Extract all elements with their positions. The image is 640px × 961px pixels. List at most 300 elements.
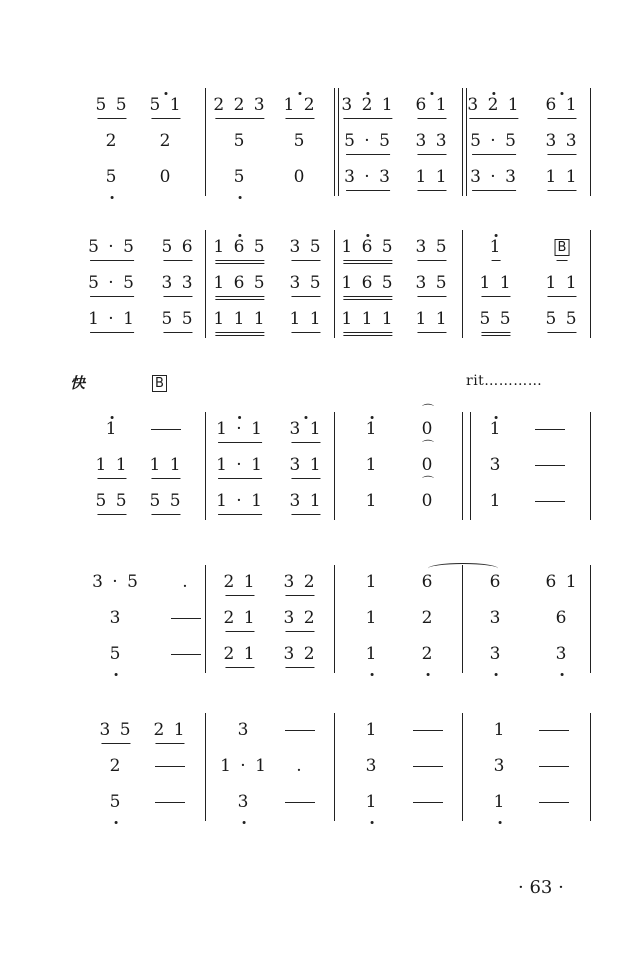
beam-line xyxy=(346,154,390,155)
note-text: 2 xyxy=(421,608,435,628)
note-text: 1 1 xyxy=(545,167,579,187)
note-text: 1 xyxy=(365,455,379,475)
note-group xyxy=(153,713,186,747)
beam-line xyxy=(557,260,568,261)
note-text: 1 6 5 xyxy=(341,237,395,257)
note-group xyxy=(110,637,123,671)
octave-dot-low xyxy=(114,821,117,824)
beam-line xyxy=(417,260,446,261)
note-group xyxy=(283,565,316,599)
voice-row-1 xyxy=(0,713,640,747)
note-text: 0 xyxy=(421,455,435,475)
beam-line xyxy=(163,296,192,297)
note-group xyxy=(366,601,379,635)
beam-line xyxy=(547,190,576,191)
note-text: 5 xyxy=(109,644,123,664)
note-group xyxy=(470,124,518,158)
note-text: 3 1 xyxy=(289,419,323,439)
voice-row-3 xyxy=(0,484,640,518)
note-group xyxy=(161,266,194,300)
note-group xyxy=(110,601,123,635)
note-text: 3 2 xyxy=(283,572,317,592)
note-text: 3 3 xyxy=(545,131,579,151)
note-group xyxy=(294,124,307,158)
note-group xyxy=(216,484,264,518)
note-group xyxy=(88,230,136,264)
note-text: 1 · 1 xyxy=(216,491,264,511)
beam-line-second xyxy=(481,335,510,336)
note-text: 3 xyxy=(489,644,503,664)
note-group xyxy=(213,302,266,336)
note-text: 3 xyxy=(237,720,251,740)
rehearsal-mark-b xyxy=(152,372,167,392)
octave-dot-high xyxy=(560,92,563,95)
sustain-dash xyxy=(153,749,187,783)
note-group xyxy=(92,565,140,599)
fermata-icon: ⌒ xyxy=(421,439,434,453)
note-text: 3 5 xyxy=(415,273,449,293)
note-text: 5 1 xyxy=(149,95,183,115)
note-group xyxy=(415,160,448,194)
note-text: 6 xyxy=(489,572,503,592)
note-group xyxy=(366,565,379,599)
sustain-dash-text xyxy=(300,800,301,801)
voice-row-2 xyxy=(0,749,640,783)
octave-dot-high xyxy=(430,92,433,95)
note-text: 0 xyxy=(421,419,435,439)
note-text: 1 xyxy=(365,644,379,664)
note-text: 1 1 xyxy=(415,167,449,187)
note-group xyxy=(283,637,316,671)
beam-line xyxy=(547,118,576,119)
note-group xyxy=(545,302,578,336)
note-text: 1 xyxy=(493,720,507,740)
tie-slur xyxy=(428,563,498,574)
note-text: 6 1 xyxy=(415,95,449,115)
note-text: 5 5 xyxy=(95,95,129,115)
note-group xyxy=(366,637,379,671)
note-group xyxy=(366,785,379,819)
beam-line xyxy=(90,260,134,261)
beam-line xyxy=(291,332,320,333)
note-text: 3 · 5 xyxy=(92,572,140,592)
beam-line xyxy=(163,260,192,261)
note-text: 3 1 xyxy=(289,491,323,511)
beam-line xyxy=(343,118,392,119)
voice-row-1 xyxy=(0,412,640,446)
note-group xyxy=(213,88,266,122)
note-text: 5 5 xyxy=(479,309,513,329)
note-group xyxy=(415,124,448,158)
note-text: 1 xyxy=(365,491,379,511)
note-text: 3 xyxy=(489,608,503,628)
beam-line xyxy=(469,118,518,119)
beam-line xyxy=(218,442,262,443)
note-group xyxy=(234,160,247,194)
note-group xyxy=(422,637,435,671)
beam-line xyxy=(417,190,446,191)
note-group xyxy=(213,230,266,264)
note-text: 5 xyxy=(233,167,247,187)
note-group xyxy=(470,160,518,194)
beam-line xyxy=(218,478,262,479)
note-group xyxy=(99,713,132,747)
note-group xyxy=(341,88,394,122)
note-group xyxy=(490,230,503,264)
sustain-dash-line xyxy=(171,654,201,655)
note-group xyxy=(106,412,119,446)
beam-line xyxy=(291,478,320,479)
note-group xyxy=(545,88,578,122)
note-group xyxy=(289,302,322,336)
note-group xyxy=(545,565,578,599)
note-group xyxy=(344,160,392,194)
note-text: 1 1 xyxy=(95,455,129,475)
note-group xyxy=(422,484,435,518)
note-text: 2 1 xyxy=(153,720,187,740)
sustain-dash-text xyxy=(170,800,171,801)
sustain-dash-text xyxy=(550,499,551,500)
octave-dot-high xyxy=(494,234,497,237)
beam-line xyxy=(547,296,576,297)
note-group xyxy=(149,88,182,122)
note-text: 2 1 xyxy=(223,608,257,628)
sustain-dash xyxy=(533,484,567,518)
note-group xyxy=(95,484,128,518)
note-text: 5 xyxy=(105,167,119,187)
note-text: 3 · 3 xyxy=(470,167,518,187)
octave-dot-low xyxy=(114,673,117,676)
sustain-dash-line xyxy=(539,802,569,803)
note-text: 1 xyxy=(493,792,507,812)
note-text: 5 · 5 xyxy=(88,237,136,257)
sustain-dash xyxy=(537,749,571,783)
note-text: 5 5 xyxy=(149,491,183,511)
note-text: 5 · 5 xyxy=(88,273,136,293)
note-text: 3 2 xyxy=(283,644,317,664)
note-group xyxy=(182,565,189,599)
beam-line xyxy=(417,332,446,333)
note-text: 1 xyxy=(489,491,503,511)
page-number: · 63 · xyxy=(518,877,564,898)
voice-row-1 xyxy=(0,565,640,599)
beam-line xyxy=(151,118,180,119)
note-group xyxy=(220,749,268,783)
note-text: 1 6 5 xyxy=(213,273,267,293)
note-group xyxy=(479,266,512,300)
note-text: 6 xyxy=(555,608,569,628)
note-text: 5 5 xyxy=(95,491,129,511)
beam-line xyxy=(285,118,314,119)
voice-row-2 xyxy=(0,124,640,158)
note-text: B xyxy=(555,239,570,256)
octave-dot-low xyxy=(238,196,241,199)
note-group xyxy=(494,713,507,747)
note-group xyxy=(467,88,520,122)
note-group xyxy=(238,713,251,747)
sustain-dash xyxy=(537,785,571,819)
note-text: 1 1 xyxy=(289,309,323,329)
voice-row-3 xyxy=(0,637,640,671)
note-group xyxy=(341,230,394,264)
octave-dot-high xyxy=(298,92,301,95)
sustain-dash-line xyxy=(539,766,569,767)
note-text: 2 2 3 xyxy=(213,95,267,115)
note-text: 1 2 xyxy=(283,95,317,115)
note-group xyxy=(341,266,394,300)
note-group xyxy=(149,448,182,482)
note-group xyxy=(223,601,256,635)
note-text: 1 xyxy=(489,237,503,257)
speed-mark: 快 xyxy=(70,374,86,392)
note-group xyxy=(415,266,448,300)
sustain-dash-line xyxy=(413,730,443,731)
note-group xyxy=(494,749,507,783)
note-text: 1 xyxy=(365,608,379,628)
note-text: 5 · 5 xyxy=(344,131,392,151)
beam-line xyxy=(97,118,126,119)
ritardando-mark: rit………… xyxy=(466,373,543,389)
voice-row-3 xyxy=(0,302,640,336)
note-group xyxy=(344,124,392,158)
beam-line xyxy=(225,667,254,668)
note-group xyxy=(545,124,578,158)
note-text: 1 xyxy=(365,419,379,439)
note-group xyxy=(110,749,123,783)
note-group xyxy=(160,160,173,194)
sustain-dash xyxy=(537,713,571,747)
beam-line xyxy=(285,631,314,632)
sustain-dash xyxy=(153,785,187,819)
rehearsal-mark-inline xyxy=(555,230,570,264)
beam-line xyxy=(472,190,516,191)
note-text: 3 5 xyxy=(289,237,323,257)
beam-line xyxy=(225,631,254,632)
beam-line-second xyxy=(343,263,392,264)
note-text: 3 2 1 xyxy=(341,95,395,115)
note-group xyxy=(422,601,435,635)
note-text: 1 xyxy=(489,419,503,439)
note-group xyxy=(545,160,578,194)
sustain-dash xyxy=(533,412,567,446)
beam-line xyxy=(163,332,192,333)
octave-dot-high xyxy=(110,416,113,419)
octave-dot-low xyxy=(498,821,501,824)
note-text: 2 xyxy=(421,644,435,664)
sustain-dash-line xyxy=(171,618,201,619)
beam-line xyxy=(291,442,320,443)
note-group xyxy=(545,266,578,300)
note-group xyxy=(490,412,503,446)
note-text: 5 xyxy=(233,131,247,151)
note-text: 3 xyxy=(489,455,503,475)
voice-row-2 xyxy=(0,266,640,300)
sustain-dash-text xyxy=(170,764,171,765)
sustain-dash-text xyxy=(550,427,551,428)
note-group xyxy=(415,302,448,336)
beam-line-second xyxy=(343,299,392,300)
note-group xyxy=(106,160,119,194)
sustain-dash-line xyxy=(413,766,443,767)
note-text: 1 1 1 xyxy=(213,309,267,329)
note-text: 1 6 5 xyxy=(341,273,395,293)
sustain-dash-line xyxy=(155,802,185,803)
note-text: 3 xyxy=(365,756,379,776)
note-group xyxy=(341,302,394,336)
note-text: 1 1 xyxy=(479,273,513,293)
sustain-dash-line xyxy=(155,766,185,767)
beam-line xyxy=(218,514,262,515)
note-text: 1 xyxy=(105,419,119,439)
note-group xyxy=(366,448,379,482)
beam-line xyxy=(547,332,576,333)
sustain-dash-text xyxy=(186,652,187,653)
note-group xyxy=(149,484,182,518)
octave-dot-high xyxy=(304,416,307,419)
sustain-dash-line xyxy=(151,429,181,430)
note-text: 0 xyxy=(159,167,173,187)
note-text: 5 xyxy=(293,131,307,151)
beam-line-second xyxy=(215,263,264,264)
sustain-dash-line xyxy=(539,730,569,731)
beam-line xyxy=(225,595,254,596)
note-text: 1 · 1 xyxy=(88,309,136,329)
sustain-dash xyxy=(411,785,445,819)
note-group xyxy=(223,565,256,599)
note-text: 3 1 xyxy=(289,455,323,475)
note-group xyxy=(366,713,379,747)
note-group xyxy=(283,601,316,635)
note-text: 1 xyxy=(365,792,379,812)
note-text: 1 · 1 xyxy=(216,419,264,439)
note-group xyxy=(479,302,512,336)
sustain-dash xyxy=(411,749,445,783)
note-text: 3 xyxy=(237,792,251,812)
beam-line xyxy=(343,332,392,333)
sustain-dash xyxy=(283,713,317,747)
sustain-dash-text xyxy=(300,728,301,729)
sustain-dash-text xyxy=(554,728,555,729)
note-text: 0 xyxy=(421,491,435,511)
beam-line xyxy=(472,154,516,155)
note-text: 2 xyxy=(109,756,123,776)
note-text: 3 2 xyxy=(283,608,317,628)
sustain-dash xyxy=(169,601,203,635)
note-text: 1 1 xyxy=(149,455,183,475)
sustain-dash-text xyxy=(428,728,429,729)
note-group xyxy=(88,302,136,336)
beam-line xyxy=(90,332,134,333)
note-text: 2 1 xyxy=(223,644,257,664)
note-text: 6 xyxy=(421,572,435,592)
note-text: 3 xyxy=(493,756,507,776)
note-text: 6 1 xyxy=(545,95,579,115)
fermata-icon: ⌒ xyxy=(421,403,434,417)
note-group xyxy=(490,448,503,482)
note-text: 2 1 xyxy=(223,572,257,592)
note-text: 1 1 xyxy=(415,309,449,329)
note-group xyxy=(95,88,128,122)
note-text: 5 · 5 xyxy=(470,131,518,151)
note-group xyxy=(289,484,322,518)
sustain-dash-text xyxy=(550,463,551,464)
note-text: 2 xyxy=(105,131,119,151)
octave-dot-low xyxy=(242,821,245,824)
octave-dot-high xyxy=(370,416,373,419)
beam-line xyxy=(97,478,126,479)
octave-dot-low xyxy=(370,673,373,676)
octave-dot-low xyxy=(494,673,497,676)
beam-line xyxy=(481,332,510,333)
note-text: 1 6 5 xyxy=(213,237,267,257)
note-text: 6 1 xyxy=(545,572,579,592)
beam-line-second xyxy=(343,335,392,336)
note-group xyxy=(234,124,247,158)
note-text: 3 3 xyxy=(161,273,195,293)
beam-line xyxy=(343,260,392,261)
note-text: 3 xyxy=(109,608,123,628)
voice-row-1 xyxy=(0,230,640,264)
sustain-dash-line xyxy=(285,730,315,731)
note-group xyxy=(289,266,322,300)
note-group xyxy=(213,266,266,300)
note-text: 5 xyxy=(109,792,123,812)
note-group xyxy=(88,266,136,300)
beam-line xyxy=(291,296,320,297)
voice-row-3 xyxy=(0,785,640,819)
note-text: 1 1 xyxy=(545,273,579,293)
note-text: 1 xyxy=(365,720,379,740)
note-group xyxy=(161,230,194,264)
beam-line xyxy=(151,478,180,479)
note-text: 5 5 xyxy=(161,309,195,329)
beam-line xyxy=(215,118,264,119)
sustain-dash xyxy=(169,637,203,671)
note-text: 1 xyxy=(365,572,379,592)
note-group xyxy=(366,412,379,446)
note-group xyxy=(490,601,503,635)
sustain-dash-text xyxy=(428,800,429,801)
note-group xyxy=(415,230,448,264)
note-text: . xyxy=(296,756,304,776)
note-group xyxy=(216,412,264,446)
note-group xyxy=(289,230,322,264)
sustain-dash-text xyxy=(166,427,167,428)
note-group xyxy=(294,160,307,194)
beam-line-second xyxy=(215,335,264,336)
beam-line xyxy=(343,296,392,297)
beam-line xyxy=(417,296,446,297)
note-group xyxy=(216,448,264,482)
sustain-dash-text xyxy=(554,800,555,801)
voice-row-2 xyxy=(0,448,640,482)
beam-line xyxy=(417,118,446,119)
beam-line xyxy=(285,667,314,668)
beam-line xyxy=(97,514,126,515)
note-text: 3 5 xyxy=(415,237,449,257)
voice-row-2 xyxy=(0,601,640,635)
note-text: 0 xyxy=(293,167,307,187)
sustain-dash xyxy=(283,785,317,819)
note-group xyxy=(415,88,448,122)
note-group xyxy=(556,637,569,671)
sustain-dash-line xyxy=(535,465,565,466)
note-group xyxy=(556,601,569,635)
note-text: 1 · 1 xyxy=(216,455,264,475)
sustain-dash-line xyxy=(285,802,315,803)
beam-line-second xyxy=(215,299,264,300)
rehearsal-mark-b-label: B xyxy=(152,375,167,392)
